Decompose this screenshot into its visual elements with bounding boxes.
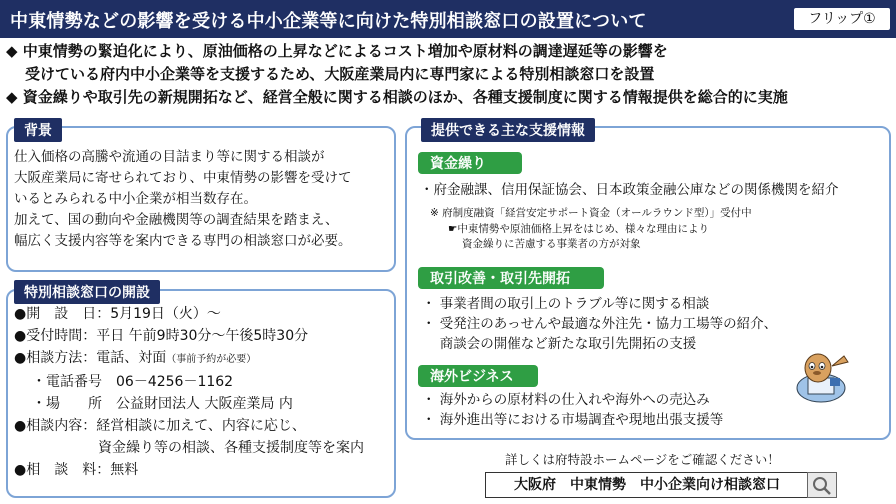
summary-line-3: ◆ 資金繰りや取引先の新規開拓など、経営全般に関する相談のほか、各種支援制度に関する情報提供を総合的に実施 <box>6 88 788 106</box>
search-box[interactable]: 大阪府 中東情勢 中小企業向け相談窓口 <box>485 472 809 498</box>
page-title: 中東情勢などの影響を受ける中小企業等に向けた特別相談窓口の設置について <box>10 11 647 32</box>
summary <box>6 40 892 109</box>
trade-text <box>422 294 777 354</box>
summary-line-1: ◆ 中東情勢の緊迫化により、原油価格の上昇などによるコスト増加や原材料の調達遅延等の影響を <box>6 42 668 60</box>
search-button[interactable] <box>807 472 837 498</box>
support-label: 提供できる主な支援情報 <box>421 118 595 142</box>
trade-line: ・ 受発注のあっせんや最適な外注先・協力工場等の紹介、 <box>422 316 778 332</box>
opening-label: 特別相談窓口の開設 <box>14 280 160 304</box>
overseas-tag: 海外ビジネス <box>418 365 538 387</box>
opening-details <box>14 303 364 481</box>
reception-hours: ●受付時間：平日 午前9時30分～午後5時30分 <box>14 328 309 344</box>
consult-fee: ●相 談 料：無料 <box>14 462 139 478</box>
place: ・場 所 公益財団法人 大阪産業局 内 <box>32 396 293 412</box>
funding-tag: 資金繰り <box>418 152 522 174</box>
background-line: 大阪産業局に寄せられており、中東情勢の影響を受けて <box>14 170 352 186</box>
background-line: 加えて、国の動向や金融機関等の調査結果を踏まえ、 <box>14 212 339 228</box>
background-label: 背景 <box>14 118 62 142</box>
overseas-text <box>422 390 723 430</box>
open-date: ●開 設 日：5月19日（火）～ <box>14 306 221 322</box>
summary-line-2: 受けている府内中小企業等を支援するため、大阪産業局内に専門家による特別相談窓口を設置 <box>25 65 655 83</box>
background-line: いるとみられる中小企業が相当数存在。 <box>14 191 257 207</box>
funding-text: ・府金融課、信用保証協会、日本政策金融公庫などの関係機関を紹介 <box>420 182 839 198</box>
phone-number: ・電話番号 06－4256－1162 <box>32 374 234 390</box>
footer-note: 詳しくは府特設ホームページをご確認ください！ <box>505 452 780 467</box>
trade-line: ・ 事業者間の取引上のトラブル等に関する相談 <box>422 296 710 312</box>
magnifier-icon <box>808 473 836 497</box>
mascot-illustration <box>786 348 856 404</box>
consult-content-1: ●相談内容：経営相談に加えて、内容に応じ、 <box>14 418 306 434</box>
flip-badge: フリップ① <box>793 7 891 31</box>
overseas-line: ・ 海外進出等における市場調査や現地出張支援等 <box>422 412 724 428</box>
background-line: 幅広く支援内容等を案内できる専門の相談窓口が必要。 <box>14 233 352 249</box>
funding-note-2: ☛中東情勢や原油価格上昇をはじめ、様々な理由により <box>448 223 709 235</box>
background-text <box>14 147 394 252</box>
trade-tag: 取引改善・取引先開拓 <box>418 267 604 289</box>
trade-line: 商談会の開催など新たな取引先開拓の支援 <box>422 336 697 352</box>
funding-note-1: ※ 府制度融資「経営安定サポート資金（オールラウンド型）」受付中 <box>430 207 752 219</box>
background-line: 仕入価格の高騰や流通の目詰まり等に関する相談が <box>14 149 325 165</box>
consult-method-text: ●相談方法：電話、対面 <box>14 350 167 366</box>
consult-content-2: 資金繰り等の相談、各種支援制度等を案内 <box>98 440 364 456</box>
overseas-line: ・ 海外からの原材料の仕入れや海外への売込み <box>422 392 710 408</box>
funding-note-3: 資金繰りに苦慮する事業者の方が対象 <box>462 238 641 250</box>
consult-method-note: （事前予約が必要） <box>166 354 257 365</box>
consult-method <box>14 347 364 371</box>
